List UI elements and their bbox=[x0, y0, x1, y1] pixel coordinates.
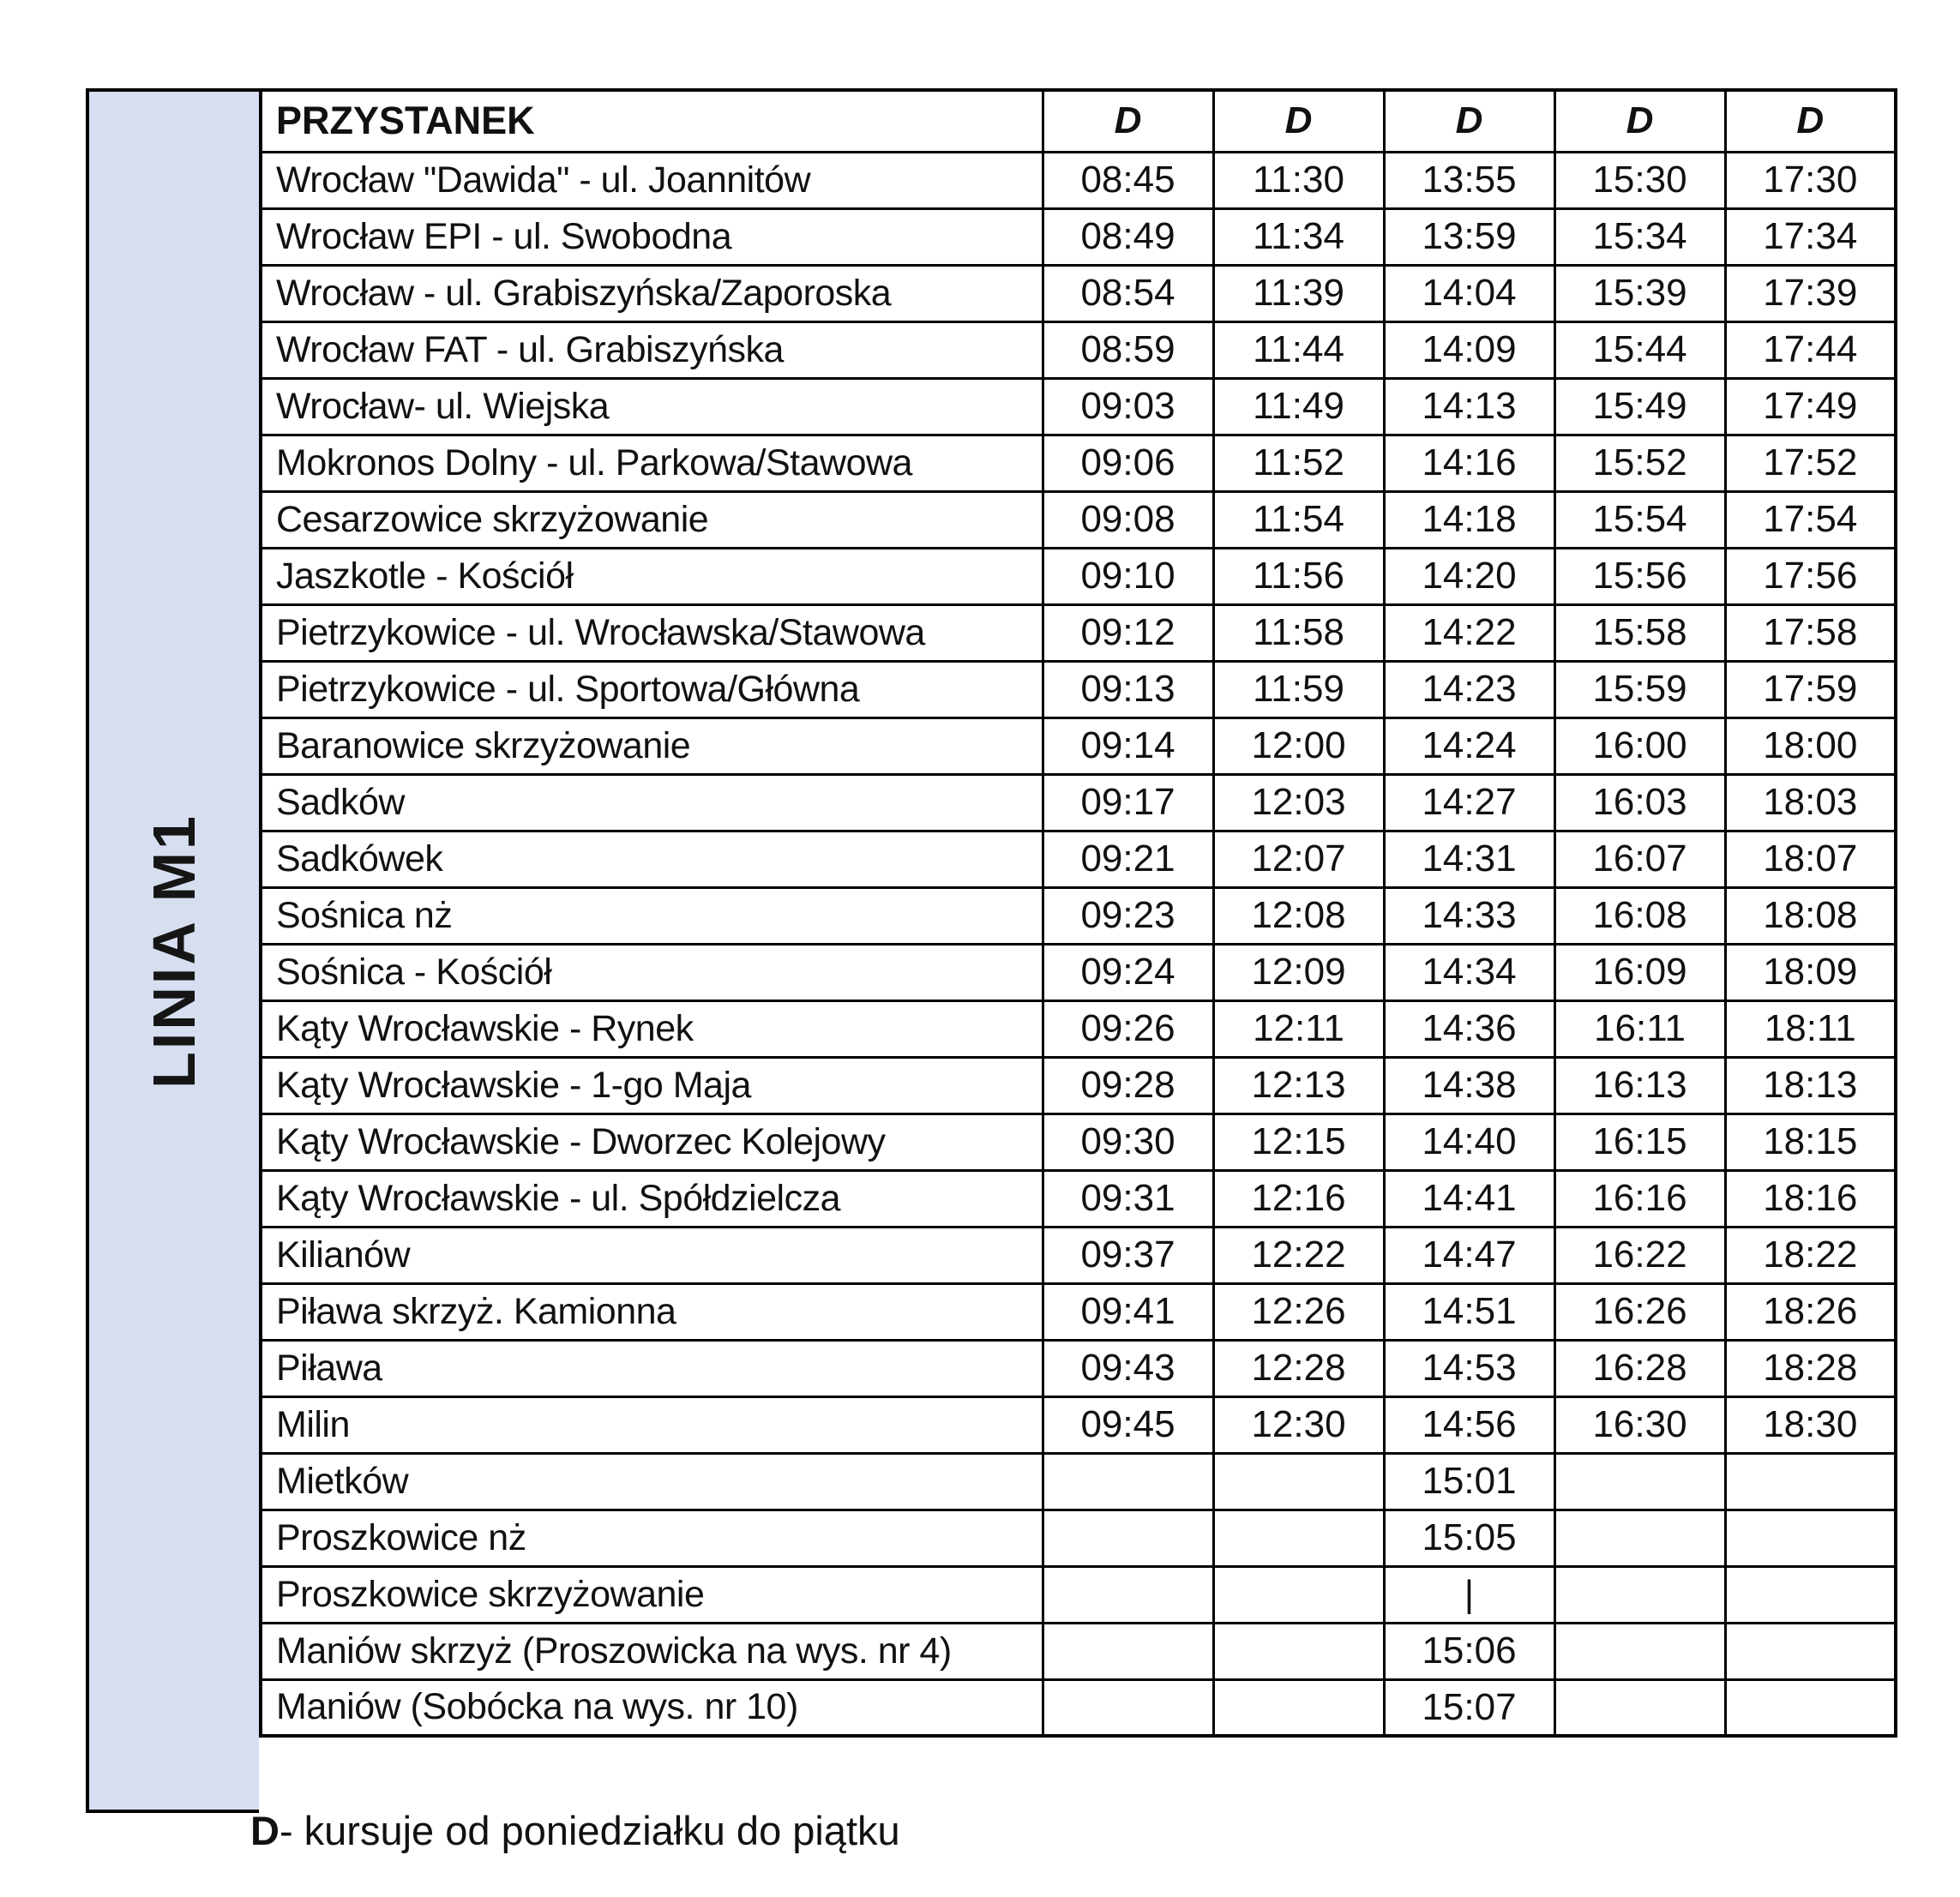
time-cell: 12:00 bbox=[1213, 717, 1384, 774]
time-cell: 14:53 bbox=[1384, 1340, 1554, 1396]
time-cell: 09:21 bbox=[1043, 831, 1213, 887]
time-cell: | bbox=[1384, 1566, 1554, 1623]
time-cell: 09:13 bbox=[1043, 661, 1213, 717]
time-cell bbox=[1213, 1623, 1384, 1679]
time-cell: 14:04 bbox=[1384, 265, 1554, 321]
time-cell: 16:07 bbox=[1554, 831, 1725, 887]
table-row bbox=[261, 1283, 1896, 1340]
day-column-header: D bbox=[1554, 90, 1725, 152]
time-cell bbox=[1554, 1510, 1725, 1566]
time-cell: 18:08 bbox=[1725, 887, 1896, 944]
stop-cell: Wrocław EPI - ul. Swobodna bbox=[261, 208, 1043, 265]
time-cell: 11:34 bbox=[1213, 208, 1384, 265]
time-cell bbox=[1725, 1510, 1896, 1566]
time-cell: 18:03 bbox=[1725, 774, 1896, 831]
stop-cell: Pietrzykowice - ul. Wrocławska/Stawowa bbox=[261, 604, 1043, 661]
time-cell: 11:30 bbox=[1213, 152, 1384, 208]
time-cell: 08:49 bbox=[1043, 208, 1213, 265]
time-cell: 12:08 bbox=[1213, 887, 1384, 944]
time-cell: 18:00 bbox=[1725, 717, 1896, 774]
stop-cell: Mokronos Dolny - ul. Parkowa/Stawowa bbox=[261, 435, 1043, 491]
time-cell: 16:08 bbox=[1554, 887, 1725, 944]
table-row bbox=[261, 1170, 1896, 1227]
stop-cell: Kąty Wrocławskie - 1-go Maja bbox=[261, 1057, 1043, 1114]
time-cell bbox=[1043, 1453, 1213, 1510]
time-cell: 15:44 bbox=[1554, 321, 1725, 378]
time-cell: 12:03 bbox=[1213, 774, 1384, 831]
day-column-header: D bbox=[1043, 90, 1213, 152]
table-row bbox=[261, 1396, 1896, 1453]
time-cell: 13:59 bbox=[1384, 208, 1554, 265]
time-cell: 16:11 bbox=[1554, 1000, 1725, 1057]
time-cell bbox=[1725, 1566, 1896, 1623]
table-row bbox=[261, 831, 1896, 887]
stop-cell: Pietrzykowice - ul. Sportowa/Główna bbox=[261, 661, 1043, 717]
time-cell: 14:18 bbox=[1384, 491, 1554, 548]
time-cell: 17:56 bbox=[1725, 548, 1896, 604]
time-cell: 18:16 bbox=[1725, 1170, 1896, 1227]
time-cell: 15:06 bbox=[1384, 1623, 1554, 1679]
time-cell: 14:23 bbox=[1384, 661, 1554, 717]
time-cell: 09:10 bbox=[1043, 548, 1213, 604]
time-cell: 09:41 bbox=[1043, 1283, 1213, 1340]
time-cell: 15:49 bbox=[1554, 378, 1725, 435]
time-cell: 14:20 bbox=[1384, 548, 1554, 604]
stop-cell: Sadków bbox=[261, 774, 1043, 831]
time-cell: 18:13 bbox=[1725, 1057, 1896, 1114]
time-cell: 09:28 bbox=[1043, 1057, 1213, 1114]
time-cell bbox=[1554, 1566, 1725, 1623]
time-cell: 16:28 bbox=[1554, 1340, 1725, 1396]
time-cell: 17:34 bbox=[1725, 208, 1896, 265]
time-cell bbox=[1725, 1453, 1896, 1510]
time-cell: 18:09 bbox=[1725, 944, 1896, 1000]
time-cell bbox=[1213, 1510, 1384, 1566]
stop-cell: Mietków bbox=[261, 1453, 1043, 1510]
time-cell: 17:39 bbox=[1725, 265, 1896, 321]
time-cell bbox=[1213, 1453, 1384, 1510]
table-row bbox=[261, 548, 1896, 604]
time-cell bbox=[1554, 1453, 1725, 1510]
time-cell: 16:13 bbox=[1554, 1057, 1725, 1114]
time-cell: 12:15 bbox=[1213, 1114, 1384, 1170]
stop-cell: Cesarzowice skrzyżowanie bbox=[261, 491, 1043, 548]
time-cell: 18:28 bbox=[1725, 1340, 1896, 1396]
time-cell: 11:59 bbox=[1213, 661, 1384, 717]
time-cell: 09:31 bbox=[1043, 1170, 1213, 1227]
time-cell: 17:58 bbox=[1725, 604, 1896, 661]
stop-cell: Wrocław - ul. Grabiszyńska/Zaporoska bbox=[261, 265, 1043, 321]
table-row bbox=[261, 265, 1896, 321]
day-column-header: D bbox=[1384, 90, 1554, 152]
time-cell bbox=[1043, 1566, 1213, 1623]
time-cell: 12:26 bbox=[1213, 1283, 1384, 1340]
timetable-table bbox=[259, 88, 1897, 1738]
table-row bbox=[261, 661, 1896, 717]
time-cell: 11:58 bbox=[1213, 604, 1384, 661]
time-cell: 12:30 bbox=[1213, 1396, 1384, 1453]
time-cell: 09:45 bbox=[1043, 1396, 1213, 1453]
time-cell: 11:49 bbox=[1213, 378, 1384, 435]
time-cell: 14:16 bbox=[1384, 435, 1554, 491]
time-cell: 12:28 bbox=[1213, 1340, 1384, 1396]
time-cell: 09:26 bbox=[1043, 1000, 1213, 1057]
time-cell: 15:56 bbox=[1554, 548, 1725, 604]
time-cell: 14:38 bbox=[1384, 1057, 1554, 1114]
time-cell bbox=[1043, 1510, 1213, 1566]
table-row bbox=[261, 208, 1896, 265]
time-cell: 15:39 bbox=[1554, 265, 1725, 321]
time-cell: 16:22 bbox=[1554, 1227, 1725, 1283]
time-cell: 14:31 bbox=[1384, 831, 1554, 887]
time-cell: 16:03 bbox=[1554, 774, 1725, 831]
stop-cell: Maniów skrzyż (Proszowicka na wys. nr 4) bbox=[261, 1623, 1043, 1679]
table-row bbox=[261, 321, 1896, 378]
time-cell: 11:39 bbox=[1213, 265, 1384, 321]
table-row bbox=[261, 1679, 1896, 1736]
time-cell: 11:44 bbox=[1213, 321, 1384, 378]
legend bbox=[250, 1807, 900, 1854]
table-row bbox=[261, 1340, 1896, 1396]
time-cell: 15:59 bbox=[1554, 661, 1725, 717]
time-cell: 12:13 bbox=[1213, 1057, 1384, 1114]
time-cell: 17:52 bbox=[1725, 435, 1896, 491]
time-cell: 17:59 bbox=[1725, 661, 1896, 717]
legend-symbol: D bbox=[250, 1808, 280, 1853]
time-cell: 14:40 bbox=[1384, 1114, 1554, 1170]
stop-cell: Piława bbox=[261, 1340, 1043, 1396]
table-row bbox=[261, 435, 1896, 491]
time-cell: 18:07 bbox=[1725, 831, 1896, 887]
time-cell: 18:15 bbox=[1725, 1114, 1896, 1170]
timetable-rows bbox=[261, 152, 1896, 1736]
table-row bbox=[261, 1453, 1896, 1510]
time-cell: 15:30 bbox=[1554, 152, 1725, 208]
time-cell: 09:24 bbox=[1043, 944, 1213, 1000]
time-cell: 08:59 bbox=[1043, 321, 1213, 378]
table-row bbox=[261, 152, 1896, 208]
table-row bbox=[261, 1057, 1896, 1114]
time-cell bbox=[1554, 1679, 1725, 1736]
time-cell: 18:30 bbox=[1725, 1396, 1896, 1453]
stop-cell: Wrocław FAT - ul. Grabiszyńska bbox=[261, 321, 1043, 378]
time-cell: 17:30 bbox=[1725, 152, 1896, 208]
time-cell bbox=[1554, 1623, 1725, 1679]
time-cell bbox=[1213, 1679, 1384, 1736]
stop-cell: Kilianów bbox=[261, 1227, 1043, 1283]
time-cell: 15:34 bbox=[1554, 208, 1725, 265]
table-row bbox=[261, 1114, 1896, 1170]
legend-text: - kursuje od poniedziałku do piątku bbox=[279, 1808, 900, 1853]
time-cell: 09:08 bbox=[1043, 491, 1213, 548]
stop-cell: Sadkówek bbox=[261, 831, 1043, 887]
time-cell: 17:54 bbox=[1725, 491, 1896, 548]
table-row bbox=[261, 717, 1896, 774]
time-cell bbox=[1043, 1623, 1213, 1679]
time-cell: 15:01 bbox=[1384, 1453, 1554, 1510]
time-cell: 15:54 bbox=[1554, 491, 1725, 548]
time-cell: 12:16 bbox=[1213, 1170, 1384, 1227]
time-cell: 11:52 bbox=[1213, 435, 1384, 491]
time-cell: 17:44 bbox=[1725, 321, 1896, 378]
time-cell: 14:56 bbox=[1384, 1396, 1554, 1453]
time-cell: 16:30 bbox=[1554, 1396, 1725, 1453]
table-row bbox=[261, 1623, 1896, 1679]
time-cell: 16:16 bbox=[1554, 1170, 1725, 1227]
time-cell: 08:45 bbox=[1043, 152, 1213, 208]
time-cell: 09:17 bbox=[1043, 774, 1213, 831]
time-cell: 09:03 bbox=[1043, 378, 1213, 435]
day-column-header: D bbox=[1725, 90, 1896, 152]
table-row bbox=[261, 1000, 1896, 1057]
time-cell: 14:51 bbox=[1384, 1283, 1554, 1340]
stop-cell: Proszkowice skrzyżowanie bbox=[261, 1566, 1043, 1623]
time-cell: 14:27 bbox=[1384, 774, 1554, 831]
time-cell: 18:11 bbox=[1725, 1000, 1896, 1057]
stop-cell: Milin bbox=[261, 1396, 1043, 1453]
stop-cell: Kąty Wrocławskie - Dworzec Kolejowy bbox=[261, 1114, 1043, 1170]
table-row bbox=[261, 887, 1896, 944]
time-cell: 14:41 bbox=[1384, 1170, 1554, 1227]
time-cell: 14:09 bbox=[1384, 321, 1554, 378]
time-cell: 09:43 bbox=[1043, 1340, 1213, 1396]
stop-cell: Sośnica nż bbox=[261, 887, 1043, 944]
time-cell: 16:26 bbox=[1554, 1283, 1725, 1340]
time-cell: 18:26 bbox=[1725, 1283, 1896, 1340]
time-cell: 14:24 bbox=[1384, 717, 1554, 774]
time-cell: 16:09 bbox=[1554, 944, 1725, 1000]
time-cell bbox=[1043, 1679, 1213, 1736]
time-cell: 12:09 bbox=[1213, 944, 1384, 1000]
time-cell bbox=[1725, 1623, 1896, 1679]
table-row bbox=[261, 378, 1896, 435]
time-cell: 14:36 bbox=[1384, 1000, 1554, 1057]
line-label: LINIA M1 bbox=[141, 813, 207, 1089]
stop-cell: Kąty Wrocławskie - Rynek bbox=[261, 1000, 1043, 1057]
table-row bbox=[261, 1510, 1896, 1566]
time-cell: 14:22 bbox=[1384, 604, 1554, 661]
time-cell bbox=[1213, 1566, 1384, 1623]
stop-cell: Baranowice skrzyżowanie bbox=[261, 717, 1043, 774]
line-sidebar bbox=[86, 88, 259, 1813]
table-row bbox=[261, 1566, 1896, 1623]
time-cell: 16:00 bbox=[1554, 717, 1725, 774]
time-cell: 09:23 bbox=[1043, 887, 1213, 944]
table-row bbox=[261, 1227, 1896, 1283]
time-cell: 15:07 bbox=[1384, 1679, 1554, 1736]
time-cell: 09:06 bbox=[1043, 435, 1213, 491]
time-cell: 15:58 bbox=[1554, 604, 1725, 661]
time-cell bbox=[1725, 1679, 1896, 1736]
time-cell: 14:13 bbox=[1384, 378, 1554, 435]
stop-cell: Piława skrzyż. Kamionna bbox=[261, 1283, 1043, 1340]
time-cell: 14:34 bbox=[1384, 944, 1554, 1000]
stop-cell: Wrocław- ul. Wiejska bbox=[261, 378, 1043, 435]
time-cell: 12:22 bbox=[1213, 1227, 1384, 1283]
stop-cell: Wrocław "Dawida" - ul. Joannitów bbox=[261, 152, 1043, 208]
header-row bbox=[261, 90, 1896, 152]
stop-cell: Maniów (Sobócka na wys. nr 10) bbox=[261, 1679, 1043, 1736]
stop-cell: Jaszkotle - Kościół bbox=[261, 548, 1043, 604]
time-cell: 09:14 bbox=[1043, 717, 1213, 774]
time-cell: 09:12 bbox=[1043, 604, 1213, 661]
time-cell: 18:22 bbox=[1725, 1227, 1896, 1283]
table-row bbox=[261, 491, 1896, 548]
time-cell: 14:33 bbox=[1384, 887, 1554, 944]
table-row bbox=[261, 604, 1896, 661]
day-column-header: D bbox=[1213, 90, 1384, 152]
time-cell: 17:49 bbox=[1725, 378, 1896, 435]
time-cell: 16:15 bbox=[1554, 1114, 1725, 1170]
stop-cell: Kąty Wrocławskie - ul. Spółdzielcza bbox=[261, 1170, 1043, 1227]
stop-cell: Sośnica - Kościół bbox=[261, 944, 1043, 1000]
time-cell: 15:05 bbox=[1384, 1510, 1554, 1566]
table-row bbox=[261, 944, 1896, 1000]
time-cell: 09:30 bbox=[1043, 1114, 1213, 1170]
timetable-board bbox=[86, 88, 1897, 1813]
time-cell: 12:11 bbox=[1213, 1000, 1384, 1057]
time-cell: 11:54 bbox=[1213, 491, 1384, 548]
time-cell: 08:54 bbox=[1043, 265, 1213, 321]
time-cell: 12:07 bbox=[1213, 831, 1384, 887]
time-cell: 11:56 bbox=[1213, 548, 1384, 604]
time-cell: 09:37 bbox=[1043, 1227, 1213, 1283]
time-cell: 14:47 bbox=[1384, 1227, 1554, 1283]
stop-column-header: PRZYSTANEK bbox=[261, 90, 1043, 152]
stop-cell: Proszkowice nż bbox=[261, 1510, 1043, 1566]
table-row bbox=[261, 774, 1896, 831]
time-cell: 13:55 bbox=[1384, 152, 1554, 208]
time-cell: 15:52 bbox=[1554, 435, 1725, 491]
